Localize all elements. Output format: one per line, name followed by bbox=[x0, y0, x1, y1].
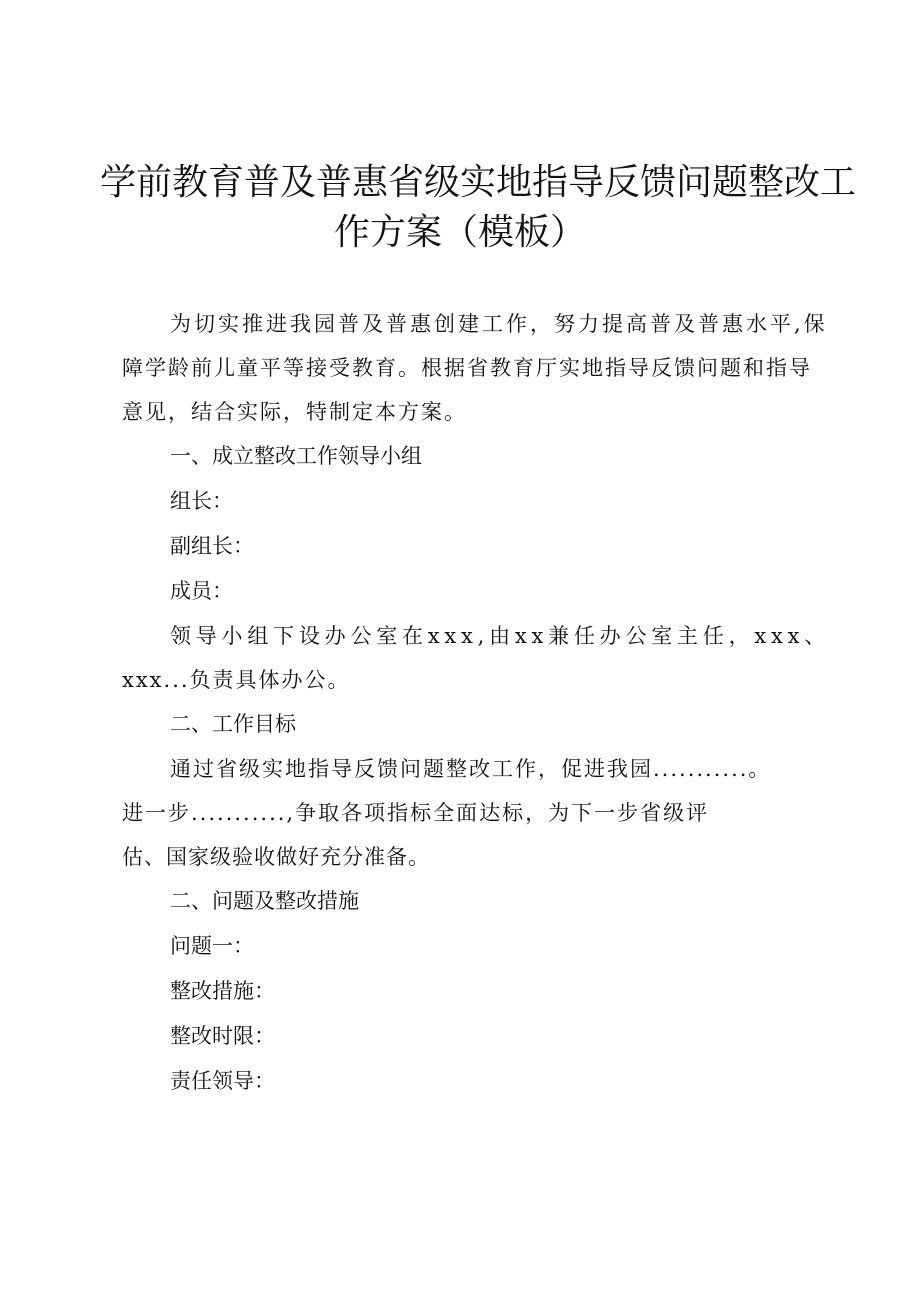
section-heading-3: 二、问题及整改措施 bbox=[170, 889, 359, 913]
section-heading-2: 二、工作目标 bbox=[170, 712, 296, 736]
goal-line-1: 通过省级实地指导反馈问题整改工作，促进我园...........。 bbox=[170, 757, 772, 781]
intro-line-2: 障学龄前儿童平等接受教育。根据省教育厅实地指导反馈问题和指导 bbox=[122, 356, 812, 380]
intro-line-3: 意见，结合实际，特制定本方案。 bbox=[122, 400, 467, 424]
responsible-leader-label: 责任领导： bbox=[170, 1069, 275, 1093]
problem-label: 问题一： bbox=[170, 934, 254, 958]
office-line-1: 领导小组下设办公室在xxx,由xx兼任办公室主任，xxx、 bbox=[170, 624, 830, 648]
goal-line-2: 进一步...........,争取各项指标全面达标，为下一步省级评 bbox=[122, 801, 710, 825]
title-line-1: 学前教育普及普惠省级实地指导反馈问题整改工 bbox=[100, 162, 857, 203]
goal-line-3: 估、国家级验收做好充分准备。 bbox=[122, 845, 430, 869]
office-line-2: xxx...负责具体办公。 bbox=[122, 668, 351, 692]
document-title bbox=[100, 158, 857, 258]
section-heading-1: 一、成立整改工作领导小组 bbox=[170, 444, 422, 468]
members-label: 成员： bbox=[170, 579, 233, 603]
title-line-2: 作方案（模板） bbox=[333, 212, 586, 253]
deputy-leader-label: 副组长： bbox=[170, 534, 254, 558]
leader-label: 组长： bbox=[170, 489, 233, 513]
intro-line-1: 为切实推进我园普及普惠创建工作，努力提高普及普惠水平,保 bbox=[170, 312, 828, 336]
measures-label: 整改措施： bbox=[170, 979, 275, 1003]
deadline-label: 整改时限： bbox=[170, 1024, 275, 1048]
